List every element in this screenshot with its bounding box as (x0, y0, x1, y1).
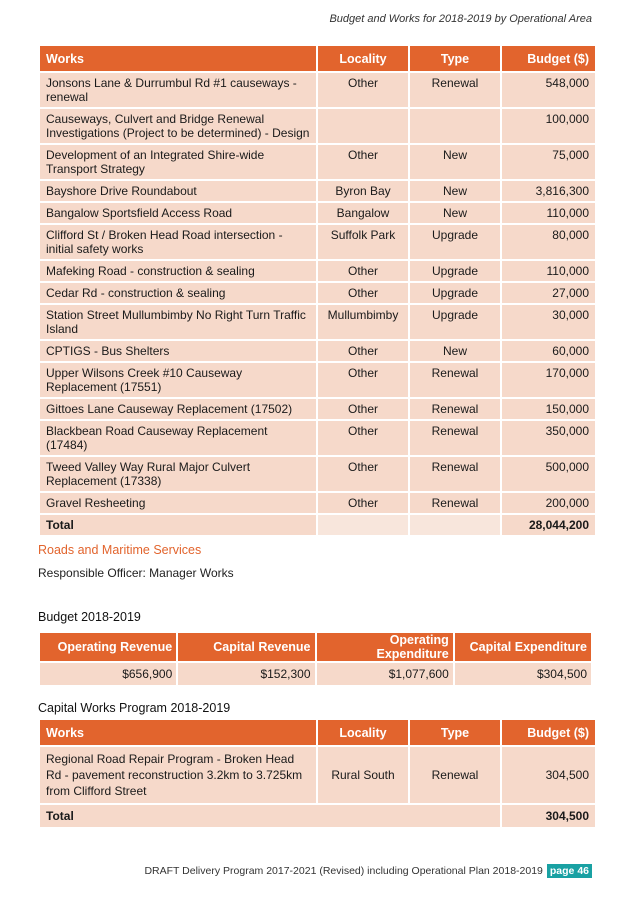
cell-budget: 75,000 (502, 145, 595, 179)
cell-type: Renewal (410, 73, 500, 107)
budget-value: $152,300 (178, 663, 314, 685)
cell-locality: Other (318, 261, 408, 281)
cell-works: Station Street Mullumbimby No Right Turn Traffic Island (40, 305, 316, 339)
table-row (40, 747, 595, 803)
cell-budget: 500,000 (502, 457, 595, 491)
cell-locality (318, 109, 408, 143)
cell-budget: 80,000 (502, 225, 595, 259)
budget-value: $304,500 (455, 663, 591, 685)
cell-budget: 170,000 (502, 363, 595, 397)
total-row (40, 805, 595, 827)
table-row (40, 399, 595, 419)
cell-type: Upgrade (410, 283, 500, 303)
cell-locality: Other (318, 145, 408, 179)
works-table-header (40, 46, 595, 71)
total-value: 304,500 (502, 805, 595, 827)
total-label: Total (40, 805, 500, 827)
cell-works: Gittoes Lane Causeway Replacement (17502) (40, 399, 316, 419)
cell-works: Blackbean Road Causeway Replacement (17484) (40, 421, 316, 455)
capital-works-heading: Capital Works Program 2018-2019 (38, 701, 231, 715)
section-title: Roads and Maritime Services (38, 543, 202, 557)
cell-works: Jonsons Lane & Durrumbul Rd #1 causeways - renewal (40, 73, 316, 107)
cell-type: Renewal (410, 493, 500, 513)
col-works: Works (40, 720, 316, 745)
page-number-badge: page 46 (547, 864, 592, 878)
cell-budget: 110,000 (502, 203, 595, 223)
cell-type: New (410, 341, 500, 361)
budget-col-operating-revenue: Operating Revenue (40, 633, 176, 661)
budget-row (40, 663, 591, 685)
cell-works: Gravel Resheeting (40, 493, 316, 513)
table-row (40, 493, 595, 513)
cell-budget: 3,816,300 (502, 181, 595, 201)
table-row (40, 73, 595, 107)
table-row (40, 261, 595, 281)
cell-budget: 30,000 (502, 305, 595, 339)
col-budget: Budget ($) (502, 720, 595, 745)
cell-type: Renewal (410, 363, 500, 397)
responsible-officer: Responsible Officer: Manager Works (38, 566, 234, 580)
blank-cell (318, 515, 408, 535)
cell-locality: Other (318, 421, 408, 455)
cell-works: Bayshore Drive Roundabout (40, 181, 316, 201)
cell-locality: Rural South (318, 747, 408, 803)
blank-cell (410, 515, 500, 535)
cell-budget: 350,000 (502, 421, 595, 455)
cell-locality: Other (318, 73, 408, 107)
cell-type: Upgrade (410, 261, 500, 281)
cell-locality: Other (318, 457, 408, 491)
cell-locality: Other (318, 363, 408, 397)
total-value: 28,044,200 (502, 515, 595, 535)
cell-works: Mafeking Road - construction & sealing (40, 261, 316, 281)
table-row (40, 457, 595, 491)
cell-budget: 110,000 (502, 261, 595, 281)
cell-budget: 548,000 (502, 73, 595, 107)
budget-heading: Budget 2018-2019 (38, 610, 141, 624)
running-head: Budget and Works for 2018-2019 by Operational Area (329, 13, 592, 25)
total-row (40, 515, 595, 535)
total-label: Total (40, 515, 316, 535)
cell-budget: 150,000 (502, 399, 595, 419)
col-works: Works (40, 46, 316, 71)
budget-table (38, 631, 593, 687)
cell-type: Upgrade (410, 305, 500, 339)
cell-locality: Suffolk Park (318, 225, 408, 259)
cell-locality: Other (318, 283, 408, 303)
table-row (40, 363, 595, 397)
works-table (38, 44, 597, 537)
cell-works: Causeways, Culvert and Bridge Renewal Investigations (Project to be determined) - Design (40, 109, 316, 143)
col-locality: Locality (318, 720, 408, 745)
capital-works-table (38, 718, 597, 829)
cell-works: Development of an Integrated Shire-wide Transport Strategy (40, 145, 316, 179)
col-type: Type (410, 720, 500, 745)
cell-locality: Other (318, 399, 408, 419)
table-row (40, 305, 595, 339)
cell-type: Renewal (410, 421, 500, 455)
col-type: Type (410, 46, 500, 71)
table-row (40, 181, 595, 201)
cell-works: CPTIGS - Bus Shelters (40, 341, 316, 361)
table-row (40, 109, 595, 143)
cell-type: Renewal (410, 399, 500, 419)
cell-locality: Other (318, 341, 408, 361)
budget-col-capital-expenditure: Capital Expenditure (455, 633, 591, 661)
cell-works: Tweed Valley Way Rural Major Culvert Replacement (17338) (40, 457, 316, 491)
cell-budget: 304,500 (502, 747, 595, 803)
table-row (40, 145, 595, 179)
cell-works: Upper Wilsons Creek #10 Causeway Replacement (17551) (40, 363, 316, 397)
cell-locality: Other (318, 493, 408, 513)
cell-type: New (410, 203, 500, 223)
col-budget: Budget ($) (502, 46, 595, 71)
cell-type: New (410, 145, 500, 179)
cell-works: Cedar Rd - construction & sealing (40, 283, 316, 303)
cell-budget: 60,000 (502, 341, 595, 361)
budget-col-operating-expenditure: Operating Expenditure (317, 633, 453, 661)
cell-budget: 100,000 (502, 109, 595, 143)
cell-budget: 27,000 (502, 283, 595, 303)
cell-locality: Bangalow (318, 203, 408, 223)
cell-type (410, 109, 500, 143)
cell-works: Bangalow Sportsfield Access Road (40, 203, 316, 223)
table-row (40, 421, 595, 455)
footer (144, 864, 592, 878)
cell-type: New (410, 181, 500, 201)
cell-type: Renewal (410, 747, 500, 803)
cell-works: Regional Road Repair Program - Broken Head Rd - pavement reconstruction 3.2km to 3.725km from Clifford Street (40, 747, 316, 803)
budget-col-capital-revenue: Capital Revenue (178, 633, 314, 661)
footer-text: DRAFT Delivery Program 2017-2021 (Revised) including Operational Plan 2018-2019 (144, 865, 543, 877)
cell-works: Clifford St / Broken Head Road intersection - initial safety works (40, 225, 316, 259)
budget-value: $656,900 (40, 663, 176, 685)
cell-budget: 200,000 (502, 493, 595, 513)
table-row (40, 283, 595, 303)
cell-type: Renewal (410, 457, 500, 491)
table-row (40, 203, 595, 223)
table-row (40, 225, 595, 259)
cell-locality: Byron Bay (318, 181, 408, 201)
table-row (40, 341, 595, 361)
cell-locality: Mullumbimby (318, 305, 408, 339)
budget-value: $1,077,600 (317, 663, 453, 685)
cell-type: Upgrade (410, 225, 500, 259)
col-locality: Locality (318, 46, 408, 71)
